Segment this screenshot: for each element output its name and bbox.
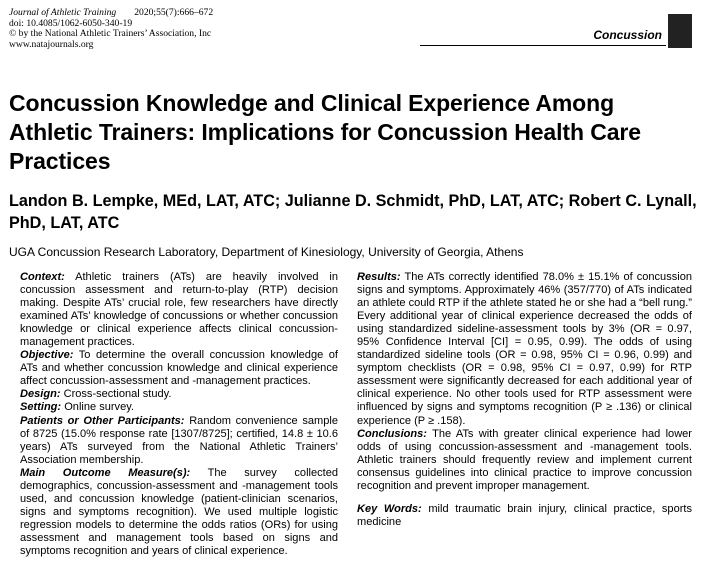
abstract-setting [20,401,338,414]
design-text: Cross-sectional study. [63,388,172,401]
affiliation: UGA Concussion Research Laboratory, Department of Kinesiology, University of Georgia, Athens [9,245,524,259]
abstract-right-column [357,271,692,529]
journal-citation-line [9,8,213,19]
copyright: © by the National Athletic Trainers’ Association, Inc [9,28,212,40]
setting-label: Setting: [20,401,62,414]
context-text: Athletic trainers (ATs) are heavily involved in concussion assessment and return-to-play (RTP) decision making. Despite ATs’ crucial role, few researchers have directly examined ATs’ knowledge of concussions or whether concussion knowledge or clinical experience affects clinical concussion-management practices. [20,271,338,349]
results-label: Results: [357,271,401,283]
participants-label: Patients or Other Participants: [20,414,185,427]
keywords-label: Key Words: [357,502,422,515]
journal-name: Journal of Athletic Training [9,7,117,18]
participants-text: Random convenience sample of 8725 (15.0% response rate [1307/8725]; certified, 14.8 ± 10.6 years) ATs surveyed from the National Athletic Trainers’ Association membership. [20,414,338,466]
article-title: Concussion Knowledge and Clinical Experience Among Athletic Trainers: Implications for Concussion Health Care Practices [9,90,641,174]
abstract-objective [20,349,338,388]
abstract-conclusions [357,428,692,493]
doi: doi: 10.4085/1062-6050-340-19 [9,17,133,29]
section-marker [668,14,692,48]
section-tag: Concussion [593,28,662,42]
keywords-text: mild traumatic brain injury, clinical practice, sports medicine [357,502,692,528]
abstract-results [357,271,692,428]
section-divider [420,45,666,46]
author-list: Landon B. Lempke, MEd, LAT, ATC; Julianne D. Schmidt, PhD, LAT, ATC; Robert C. Lynall, PhD, LAT, ATC [9,192,697,232]
conclusions-text: The ATs with greater clinical experience had lower odds of using concussion-assessment and -management tools. Athletic trainers should frequently review and implement current consensus guidelines into clinical practice to improve concussion recognition and prevent improper management. [357,427,692,492]
abstract-keywords [357,503,692,529]
journal-metadata [9,8,213,50]
outcome-text: The survey collected demographics, concussion-assessment and -management tools used, and concussion knowledge (patient-clinician scenarios, signs and symptoms recognition). We used multiple logistic regression models to determine the odds ratios (ORs) for using assessment and management tools based on signs and symptoms recognition and years of clinical experience. [20,466,339,557]
abstract-context [20,271,338,349]
context-label: Context: [20,271,65,283]
setting-text: Online survey. [64,401,134,414]
abstract-outcome [20,467,338,558]
outcome-label: Main Outcome Measure(s): [20,466,191,479]
design-label: Design: [20,388,61,401]
objective-label: Objective: [20,349,74,362]
abstract-participants [20,415,338,467]
results-text: The ATs correctly identified 78.0% ± 15.1% of concussion signs and symptoms. Approximately 46% (357/770) of ATs indicated an athlete could RTP if the athlete stated he or she had a “bell rung.” Every additional year of clinical experience decreased the odds of using standardized sideline-assessment tools by 3% (OR = 0.97, 95% Confidence Interval [CI] = 0.95, 0.99). The odds of using standardized sideline tools (OR = 0.98, 95% CI = 0.96, 0.99) and symptom checklists (OR = 0.98, 95% CI = 0.97, 0.99) for RTP assessment were significantly decreased for each additional year of clinical experience. No other tools used for RTP assessment were influenced by signs and symptoms recognition (P ≥ .136) or clinical experience (P ≥ .158). [357,271,692,427]
website: www.natajournals.org [9,38,94,50]
abstract-left-column [20,271,338,558]
journal-citation: 2020;55(7):666–672 [134,7,214,18]
objective-text: To determine the overall concussion knowledge of ATs and whether concussion knowledge and clinical experience affect concussion-assessment and -management practices. [20,349,338,388]
conclusions-label: Conclusions: [357,427,427,440]
abstract-design [20,388,338,401]
